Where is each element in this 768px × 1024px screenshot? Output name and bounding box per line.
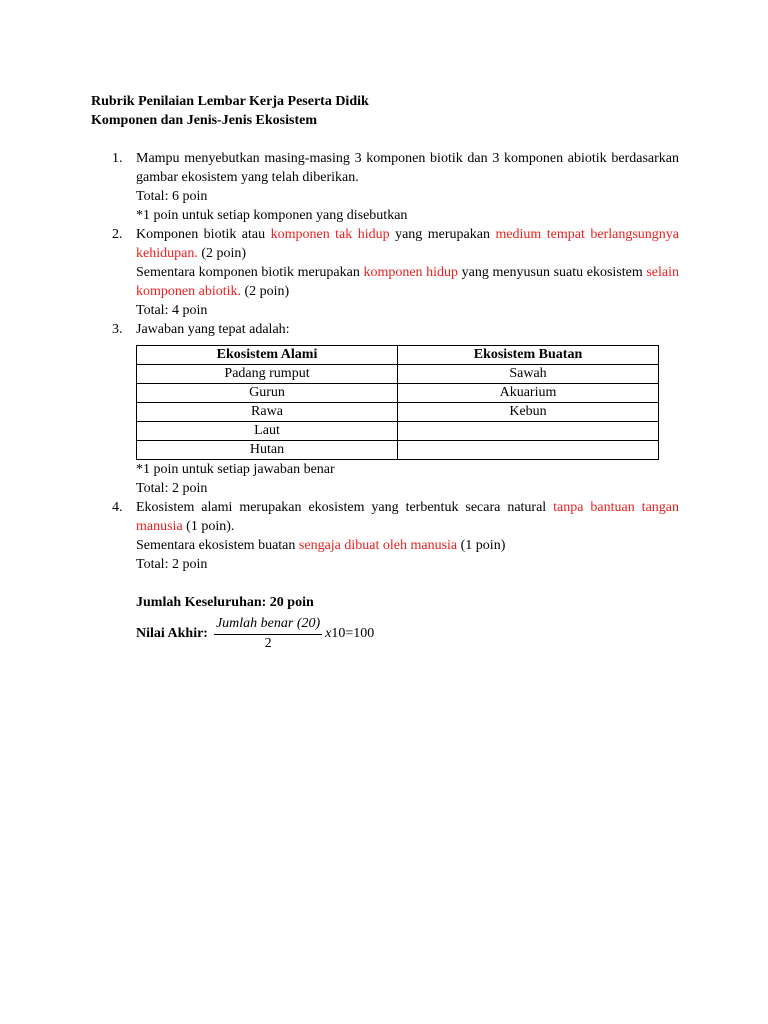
- table-cell: [398, 441, 659, 460]
- item-total: Total: 2 poin: [136, 481, 208, 496]
- spacer: [136, 574, 679, 593]
- table-row: [137, 365, 659, 384]
- total-score: Jumlah Keseluruhan: 20 poin: [136, 595, 314, 610]
- rubric-item-4: [91, 498, 679, 574]
- text-run: (1 poin).: [182, 519, 235, 534]
- text-run: Ekosistem alami merupakan ekosistem yang terbentuk secara natural: [136, 500, 554, 515]
- table-cell: Sawah: [398, 365, 659, 384]
- table-cell: Laut: [137, 422, 398, 441]
- document-content: [91, 92, 679, 653]
- item-note: *1 poin untuk setiap komponen yang disebutkan: [136, 208, 408, 223]
- document-title-line1: Rubrik Penilaian Lembar Kerja Peserta Didik: [91, 94, 369, 109]
- item-number: 2.: [112, 227, 123, 242]
- document-title-line2: Komponen dan Jenis-Jenis Ekosistem: [91, 113, 317, 128]
- formula-multiplier: x: [325, 626, 332, 641]
- table-header-cell: Ekosistem Alami: [137, 346, 398, 365]
- rubric-item-2: [91, 225, 679, 320]
- table-cell: Hutan: [137, 441, 398, 460]
- table-row: [137, 422, 659, 441]
- highlight-run: sengaja dibuat oleh manusia: [298, 538, 458, 553]
- text-run: yang merupakan: [389, 227, 496, 242]
- highlight-run: medium tempat berlangsungnya kehidupan.: [136, 227, 679, 261]
- text-run: (1 poin): [457, 538, 506, 553]
- highlight-run: komponen tak hidup: [270, 227, 390, 242]
- formula-fraction: [214, 614, 322, 653]
- item-paragraph-2: [136, 263, 679, 301]
- item-number: 3.: [112, 322, 123, 337]
- item-total: Total: 2 poin: [136, 557, 208, 572]
- rubric-item-3: [91, 320, 679, 498]
- highlight-run: komponen hidup: [363, 265, 459, 280]
- final-score-label: Nilai Akhir:: [136, 626, 208, 641]
- table-row: [137, 384, 659, 403]
- item-number: 4.: [112, 500, 123, 515]
- rubric-item-1: [91, 149, 679, 225]
- item-note: *1 poin untuk setiap jawaban benar: [136, 462, 335, 477]
- highlight-run: tanpa bantuan tangan manusia: [136, 500, 679, 534]
- text-run: Sementara ekosistem buatan: [136, 538, 299, 553]
- item-total: Total: 4 poin: [136, 303, 208, 318]
- highlight-run: selain komponen abiotik.: [136, 265, 679, 299]
- summary-block: [91, 574, 679, 653]
- formula-tail: [325, 624, 374, 643]
- item-text: Mampu menyebutkan masing-masing 3 komponen biotik dan 3 komponen abiotik berdasarkan gambar ekosistem yang telah diberikan.: [136, 151, 679, 185]
- table-header-cell: Ekosistem Buatan: [398, 346, 659, 365]
- item-number: 1.: [112, 151, 123, 166]
- table-header-row: [137, 346, 659, 365]
- text-run: (2 poin): [197, 246, 247, 261]
- item-total: Total: 6 poin: [136, 189, 208, 204]
- text-run: Sementara komponen biotik merupakan: [136, 265, 364, 280]
- table-cell: Gurun: [137, 384, 398, 403]
- table-row: [137, 403, 659, 422]
- final-score-formula: [136, 614, 679, 653]
- fraction-denominator: 2: [264, 636, 272, 651]
- text-run: yang menyusun suatu ekosistem: [458, 265, 647, 280]
- table-cell: Padang rumput: [137, 365, 398, 384]
- table-cell: [398, 422, 659, 441]
- table-cell: Rawa: [137, 403, 398, 422]
- ecosystem-table: [136, 345, 659, 460]
- table-cell: Kebun: [398, 403, 659, 422]
- item-paragraph-1: [136, 498, 679, 536]
- item-text: Jawaban yang tepat adalah:: [136, 322, 290, 337]
- text-run: Komponen biotik atau: [136, 227, 271, 242]
- fraction-numerator: Jumlah benar (20): [214, 614, 322, 635]
- item-paragraph-2: [136, 536, 679, 555]
- rubric-list: [91, 149, 679, 653]
- text-run: (2 poin): [241, 284, 290, 299]
- table-cell: Akuarium: [398, 384, 659, 403]
- formula-result: 10=100: [331, 626, 375, 641]
- table-row: [137, 441, 659, 460]
- item-paragraph-1: [136, 225, 679, 263]
